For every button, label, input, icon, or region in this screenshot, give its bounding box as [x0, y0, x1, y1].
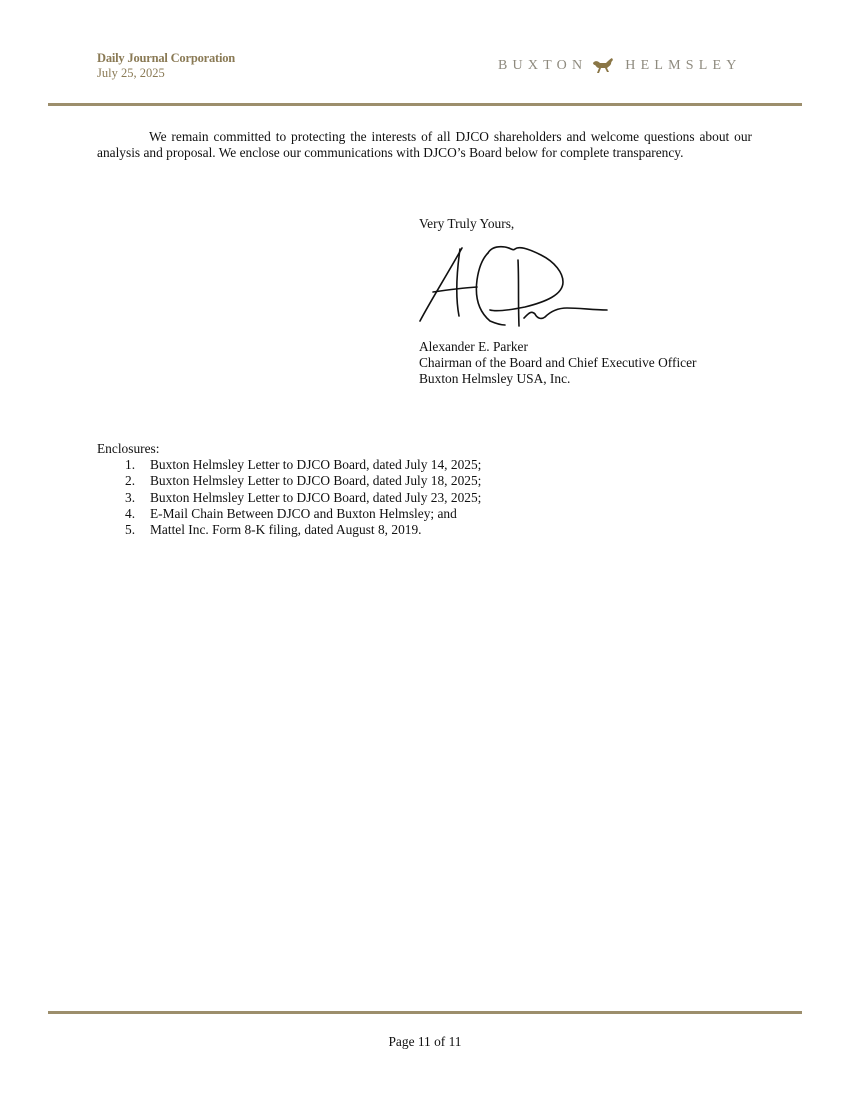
enclosure-text: E-Mail Chain Between DJCO and Buxton Helmsley; and — [150, 505, 457, 521]
horse-logo-icon — [591, 57, 615, 75]
footer-divider — [48, 1011, 802, 1014]
enclosure-item — [97, 522, 481, 538]
brand-logo — [498, 57, 742, 75]
enclosure-number: 1. — [125, 457, 136, 473]
brand-name-right: HELMSLEY — [625, 58, 742, 73]
enclosure-number: 5. — [125, 522, 136, 538]
signer-title: Chairman of the Board and Chief Executive Officer — [419, 355, 697, 371]
enclosure-number: 4. — [125, 505, 136, 521]
enclosure-item — [97, 473, 481, 489]
enclosures-list — [97, 457, 481, 538]
letter-date: July 25, 2025 — [97, 66, 165, 80]
page-number: Page 11 of 11 — [388, 1034, 462, 1049]
body-paragraph: We remain committed to protecting the interests of all DJCO shareholders and welcome questions about our analysis and proposal. We enclose our communications with DJCO’s Board below for complete transparency. — [97, 129, 752, 161]
enclosure-number: 3. — [125, 489, 136, 505]
enclosure-text: Buxton Helmsley Letter to DJCO Board, dated July 18, 2025; — [150, 473, 482, 489]
signature-icon — [415, 240, 615, 330]
enclosure-text: Buxton Helmsley Letter to DJCO Board, dated July 14, 2025; — [150, 457, 482, 473]
enclosure-number: 2. — [125, 473, 136, 489]
header-divider — [48, 103, 802, 106]
enclosure-text: Mattel Inc. Form 8-K filing, dated August 8, 2019. — [150, 522, 422, 538]
signer-organization: Buxton Helmsley USA, Inc. — [419, 371, 571, 387]
enclosures-section — [97, 441, 481, 538]
enclosure-item — [97, 506, 481, 522]
enclosures-heading: Enclosures: — [97, 441, 160, 456]
enclosure-item — [97, 457, 481, 473]
signer-block — [419, 339, 697, 388]
closing-salutation: Very Truly Yours, — [419, 216, 515, 231]
enclosure-item — [97, 490, 481, 506]
letter-body — [97, 129, 752, 161]
recipient-company: Daily Journal Corporation — [97, 51, 236, 65]
brand-name-left: BUXTON — [498, 58, 588, 73]
signer-name: Alexander E. Parker — [419, 339, 528, 354]
letter-header-left — [97, 51, 235, 81]
enclosure-text: Buxton Helmsley Letter to DJCO Board, dated July 23, 2025; — [150, 489, 482, 505]
